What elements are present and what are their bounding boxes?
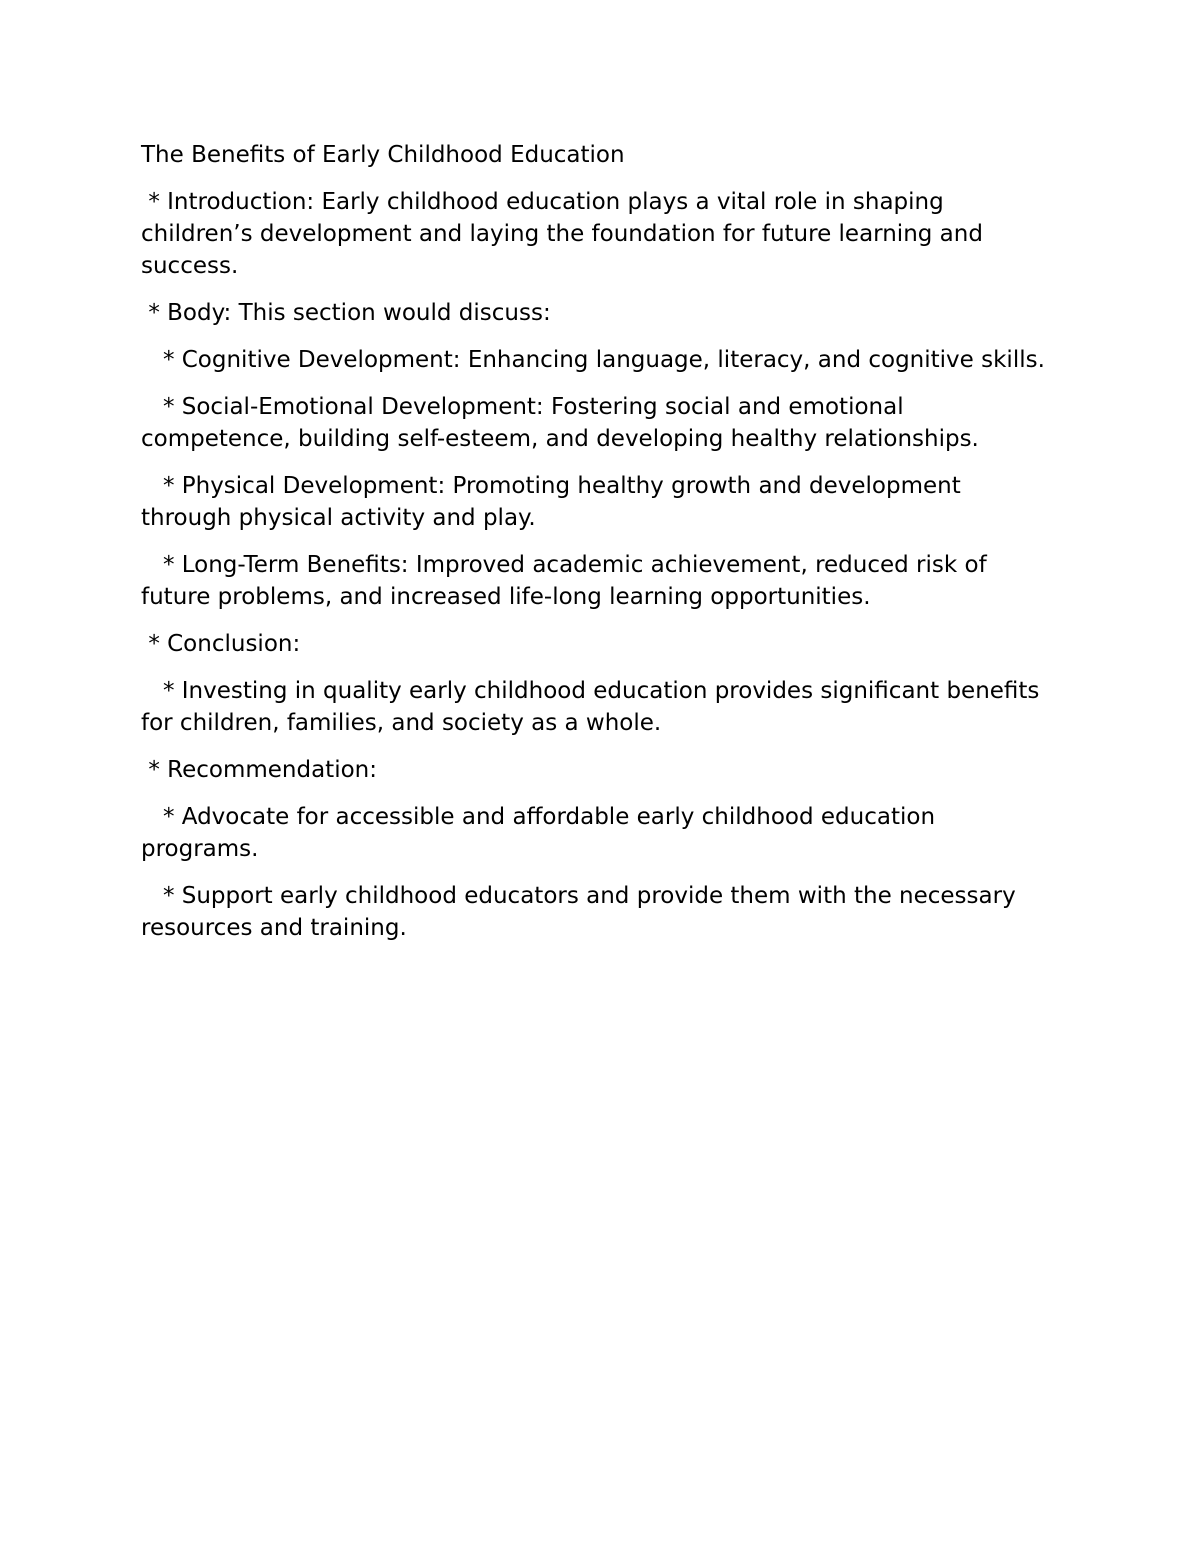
paragraph-investing: * Investing in quality early childhood education provides significant benefits for children, families, and society as a whole.: [141, 678, 1047, 736]
paragraph-advocate: * Advocate for accessible and affordable early childhood education programs.: [141, 804, 943, 862]
paragraph-support-educators: * Support early childhood educators and provide them with the necessary resources and training.: [141, 883, 1023, 941]
paragraph-introduction: * Introduction: Early childhood education plays a vital role in shaping children’s development and laying the foundation for future learning and success.: [141, 189, 991, 279]
paragraph-long-term-benefits: * Long-Term Benefits: Improved academic achievement, reduced risk of future problems, and increased life-long learning opportunities.: [141, 552, 994, 610]
paragraph-physical-development: * Physical Development: Promoting healthy growth and development through physical activity and play.: [141, 473, 969, 531]
paragraph-recommendation: * Recommendation:: [141, 757, 377, 783]
paragraph-social-emotional-development: * Social-Emotional Development: Fostering social and emotional competence, building self-esteem, and developing healthy relationships.: [141, 394, 979, 452]
document-title: The Benefits of Early Childhood Education: [141, 142, 625, 168]
document-body: [141, 139, 1051, 959]
paragraph-cognitive-development: * Cognitive Development: Enhancing language, literacy, and cognitive skills.: [141, 347, 1045, 373]
paragraph-conclusion: * Conclusion:: [141, 631, 301, 657]
paragraph-body: * Body: This section would discuss:: [141, 300, 551, 326]
